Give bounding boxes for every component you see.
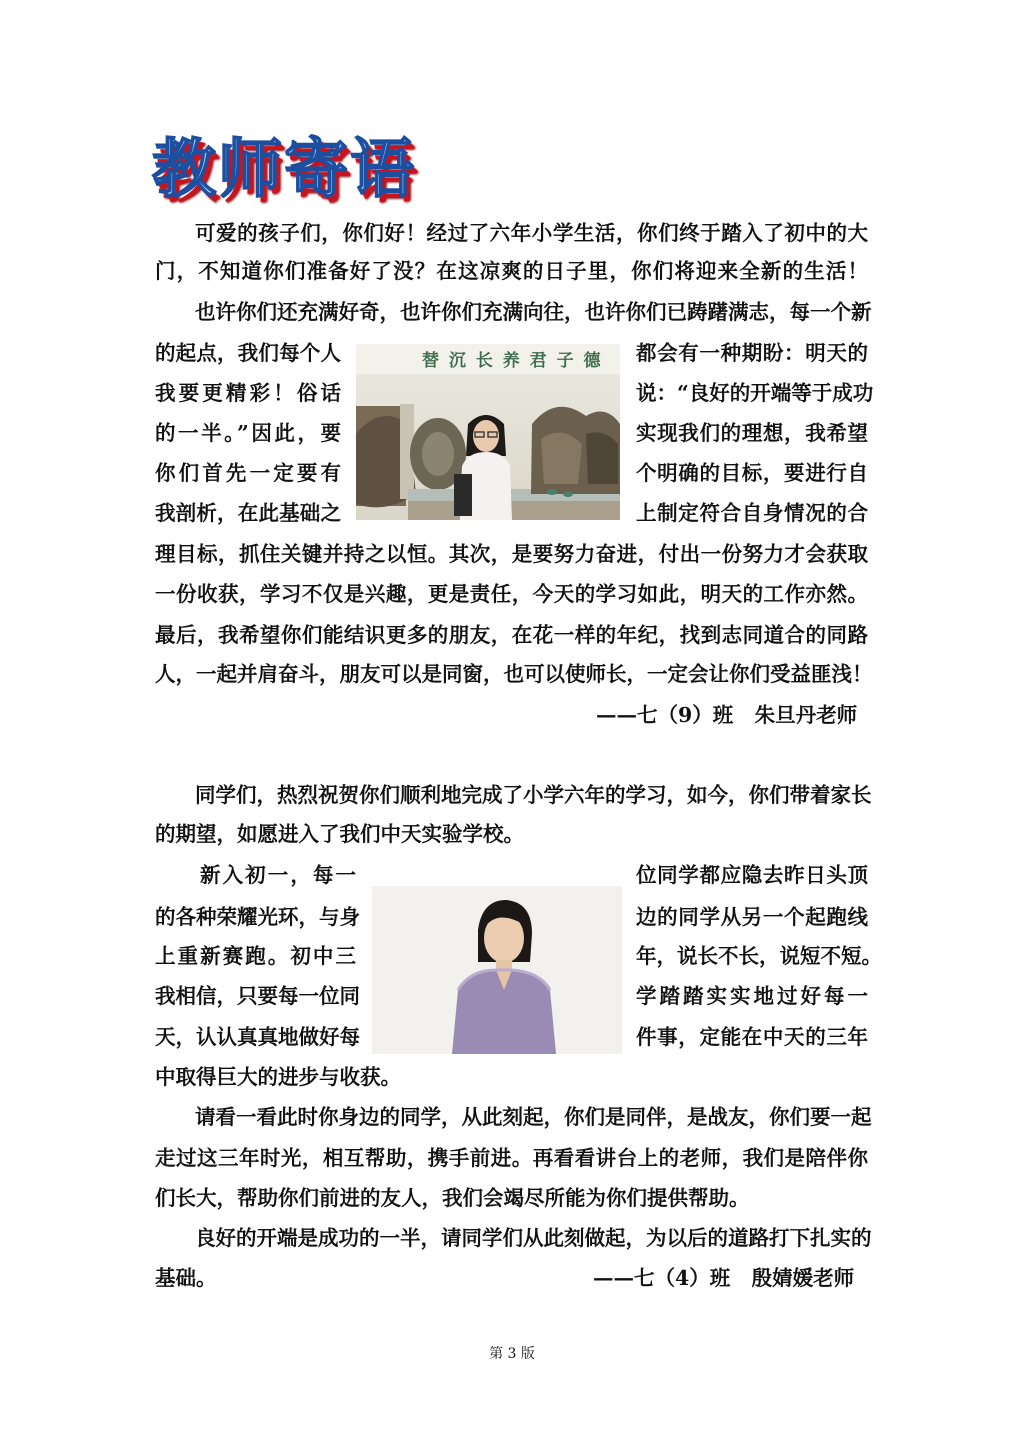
letter1-wrap-right: 说：“良好的开端等于成功 xyxy=(636,381,874,405)
letter2-line: 们长大，帮助你们前进的友人，我们会竭尽所能为你们提供帮助。 xyxy=(155,1186,750,1210)
teacher-photo-2 xyxy=(372,886,622,1054)
letter1-wrap-right: 个明确的目标，要进行自 xyxy=(636,461,868,485)
letter1-line: 人，一起并肩奋斗，朋友可以是同窗，也可以使师长，一定会让你们受益匪浅！ xyxy=(155,662,873,686)
letter2-wrap-right: 边的同学从另一个起跑线 xyxy=(636,905,868,929)
page-title: 教师寄语 xyxy=(152,133,416,207)
letter2-line: 同学们，热烈祝贺你们顺利地完成了小学六年的学习，如今，你们带着家长 xyxy=(195,783,872,807)
teacher-photo-1 xyxy=(356,344,620,520)
letter1-wrap-right: 实现我们的理想，我希望 xyxy=(636,421,868,445)
letter2-wrap-right: 学踏踏实实地过好每一 xyxy=(636,984,868,1008)
letter1-line: 最后，我希望你们能结识更多的朋友，在花一样的年纪，找到志同道合的同路 xyxy=(155,623,868,647)
letter1-wrap-right: 都会有一种期盼：明天的 xyxy=(636,341,868,365)
letter1-line: 可爱的孩子们，你们好！经过了六年小学生活，你们终于踏入了初中的大 xyxy=(195,221,868,245)
letter2-line: 基础。 xyxy=(155,1266,217,1290)
letter2-line: 的期望，如愿进入了我们中天实验学校。 xyxy=(155,822,524,846)
letter2-line: 中取得巨大的进步与收获。 xyxy=(155,1065,401,1089)
letter1-wrap-left: 的一半。”因此，要 xyxy=(155,421,341,445)
letter2-wrap-right: 位同学都应隐去昨日头顶 xyxy=(636,863,868,887)
letter2-line: 请看一看此时你身边的同学，从此刻起，你们是同伴，是战友，你们要一起 xyxy=(195,1105,872,1129)
letter2-wrap-left: 上重新赛跑。初中三 xyxy=(155,944,356,968)
letter2-wrap-left: 我相信，只要每一位同 xyxy=(155,984,360,1008)
letter1-wrap-left: 的起点，我们每个人 xyxy=(155,341,341,365)
letter2-wrap-left: 天，认认真真地做好每 xyxy=(155,1025,360,1049)
letter1-line: 门，不知道你们准备好了没？在这凉爽的日子里，你们将迎来全新的生活！ xyxy=(155,259,868,283)
letter2-line: 良好的开端是成功的一半，请同学们从此刻做起，为以后的道路打下扎实的 xyxy=(195,1226,872,1250)
letter2-wrap-right: 件事，定能在中天的三年 xyxy=(636,1025,868,1049)
letter1-line: 理目标，抓住关键并持之以恒。其次，是要努力奋进，付出一份努力才会获取 xyxy=(155,542,868,566)
letter1-wrap-left: 我要更精彩！俗话 xyxy=(155,381,341,405)
letter1-wrap-right: 上制定符合自身情况的合 xyxy=(636,501,868,525)
letter2-wrap-left: 新入初一，每一 xyxy=(200,863,356,887)
photo-sign-text: 替 沉 长 养 君 子 德 xyxy=(422,351,603,371)
page-number: 第 3 版 xyxy=(489,1346,535,1362)
letter1-signature: ——七（9）班 朱旦丹老师 xyxy=(596,703,858,727)
letter1-line: 一份收获，学习不仅是兴趣，更是责任，今天的学习如此，明天的工作亦然。 xyxy=(155,582,868,606)
letter1-line: 也许你们还充满好奇，也许你们充满向往，也许你们已踌躇满志，每一个新 xyxy=(195,300,872,324)
letter1-wrap-left: 你们首先一定要有 xyxy=(155,461,341,485)
letter2-signature: ——七（4）班 殷婧媛老师 xyxy=(593,1266,855,1290)
letter1-wrap-left: 我剖析，在此基础之 xyxy=(155,501,341,525)
letter2-wrap-left: 的各种荣耀光环，与身 xyxy=(155,905,360,929)
letter2-line: 走过这三年时光，相互帮助，携手前进。再看看讲台上的老师，我们是陪伴你 xyxy=(155,1146,868,1170)
letter2-wrap-right: 年，说长不长，说短不短。 xyxy=(636,944,882,968)
